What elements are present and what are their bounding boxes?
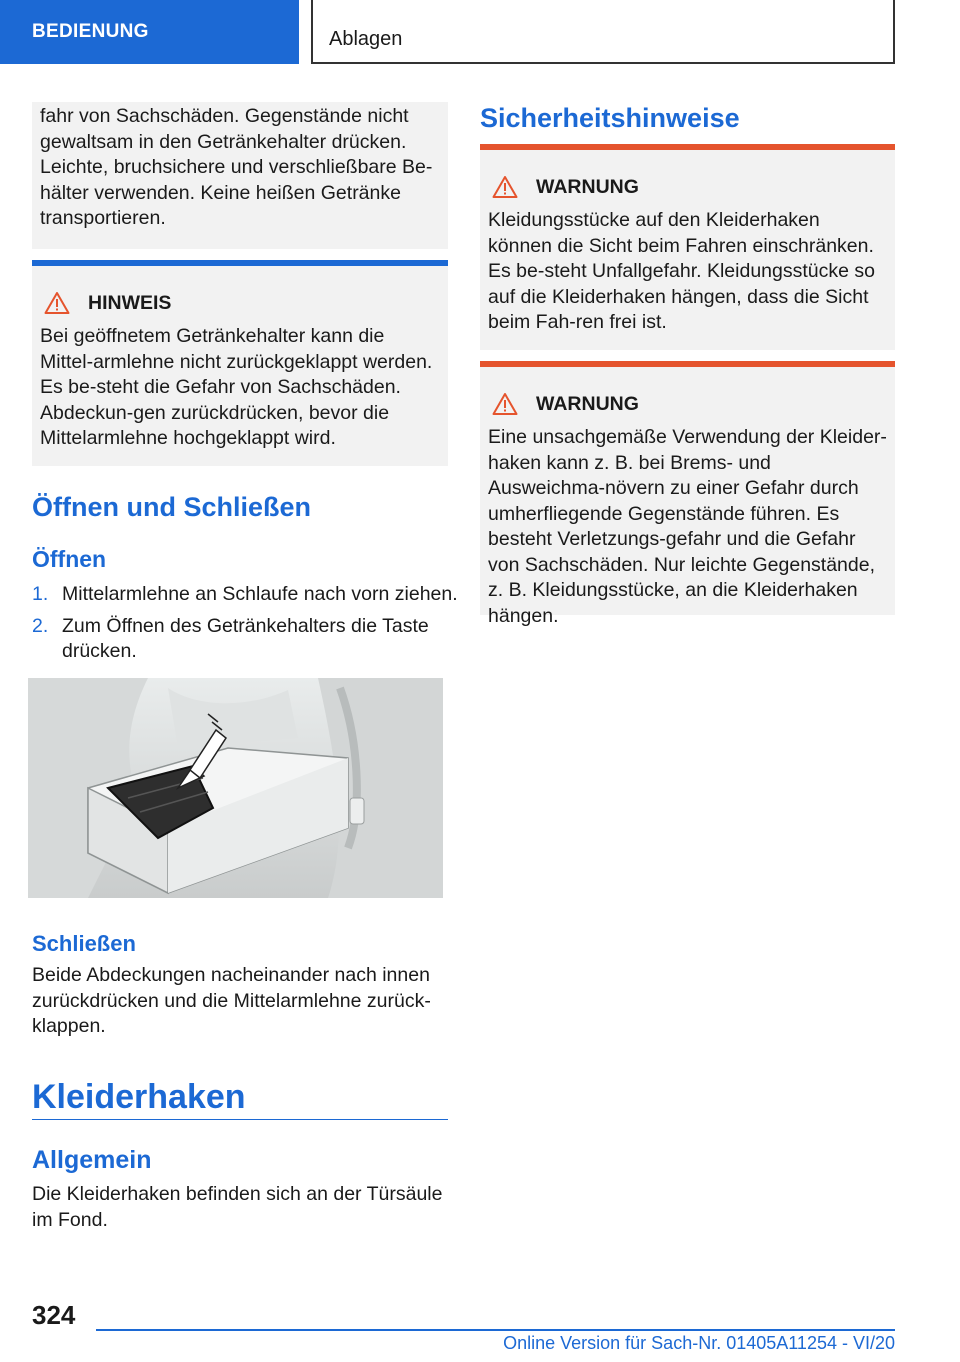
warning-triangle-icon	[492, 392, 518, 416]
hinweis-title-row	[40, 288, 440, 318]
continued-notice-box	[32, 102, 448, 249]
step-number: 2.	[32, 614, 49, 637]
heading-underline	[32, 1119, 448, 1120]
warning-notice-2	[480, 361, 895, 627]
close-text: Beide Abdeckungen nacheinander nach innen zurückdrücken und die Mittelarmlehne zurück‐klappen.	[32, 964, 431, 1037]
step-number: 1.	[32, 583, 49, 605]
armrest-illustration	[28, 678, 443, 898]
subheading-open: Öffnen	[32, 546, 107, 572]
warning-text: Kleidungsstücke auf den Kleiderhaken können die Sicht beim Fahren einschränken. Es be‐steht Unfallgefahr. Kleidungsstücke so auf die Kleiderhaken hängen, dass die Sicht beim Fah‐ren frei ist.	[488, 209, 875, 333]
continued-notice-text: fahr von Sachschäden. Gegenstände nicht gewaltsam in den Getränkehalter drücken. Leichte, bruchsichere und verschließbare Be‐hälter verwenden. Keine heißen Getränke transportieren.	[40, 105, 433, 229]
step-text: Mittelarmlehne an Schlaufe nach vorn ziehen.	[62, 583, 458, 605]
hinweis-text: Bei geöffnetem Getränkehalter kann die Mittel‐armlehne nicht zurückgeklappt werden. Es be‐steht die Gefahr von Sachschäden. Abdeckun‐gen zurückdrücken, bevor die Mittelarmlehne hochgeklappt wird.	[40, 325, 433, 449]
general-text: Die Kleiderhaken befinden sich an der Türsäule im Fond.	[32, 1183, 443, 1231]
page-number: 324	[32, 1300, 76, 1330]
heading-open-close: Öffnen und Schließen	[32, 492, 312, 522]
footer-rule	[96, 1329, 895, 1331]
warning-text: Eine unsachgemäße Verwendung der Kleider‐haken kann z. B. bei Brems- und Ausweichma‐növern zu einer Gefahr durch umherfliegende Gegenstände führen. Es besteht Verletzungs‐gefahr und die Gefahr von Sachschäden. Nur leichte Gegenstände, z. B. Kleidungsstücke, an die Kleiderhaken hängen.	[488, 426, 887, 627]
warning-title-row	[488, 172, 887, 202]
warning-box	[480, 367, 895, 627]
list-item	[32, 614, 448, 665]
subheading-close: Schließen	[32, 931, 136, 956]
warning-title: WARNUNG	[536, 175, 639, 198]
hinweis-box	[32, 266, 448, 466]
chapter-header	[311, 0, 895, 64]
warning-title-row	[488, 389, 887, 419]
warning-box	[480, 150, 895, 350]
open-steps-list	[32, 582, 458, 665]
warning-notice-1	[480, 144, 895, 350]
hinweis-title: HINWEIS	[88, 291, 172, 314]
heading-safety: Sicherheitshinweise	[480, 103, 740, 133]
subheading-general: Allgemein	[32, 1146, 152, 1174]
chapter-label: Ablagen	[329, 28, 403, 50]
warning-title: WARNUNG	[536, 392, 639, 415]
heading-clothes-hooks: Kleiderhaken	[32, 1078, 246, 1116]
step-text: Zum Öffnen des Getränkehalters die Taste drücken.	[62, 614, 429, 662]
section-label: BEDIENUNG	[32, 21, 149, 42]
online-version-link[interactable]: Online Version für Sach-Nr. 01405A11254 - VI/20	[503, 1333, 895, 1353]
section-tab	[0, 0, 299, 64]
hinweis-notice	[32, 260, 448, 466]
warning-triangle-icon	[44, 291, 70, 315]
warning-triangle-icon	[492, 175, 518, 199]
list-item	[32, 582, 458, 608]
